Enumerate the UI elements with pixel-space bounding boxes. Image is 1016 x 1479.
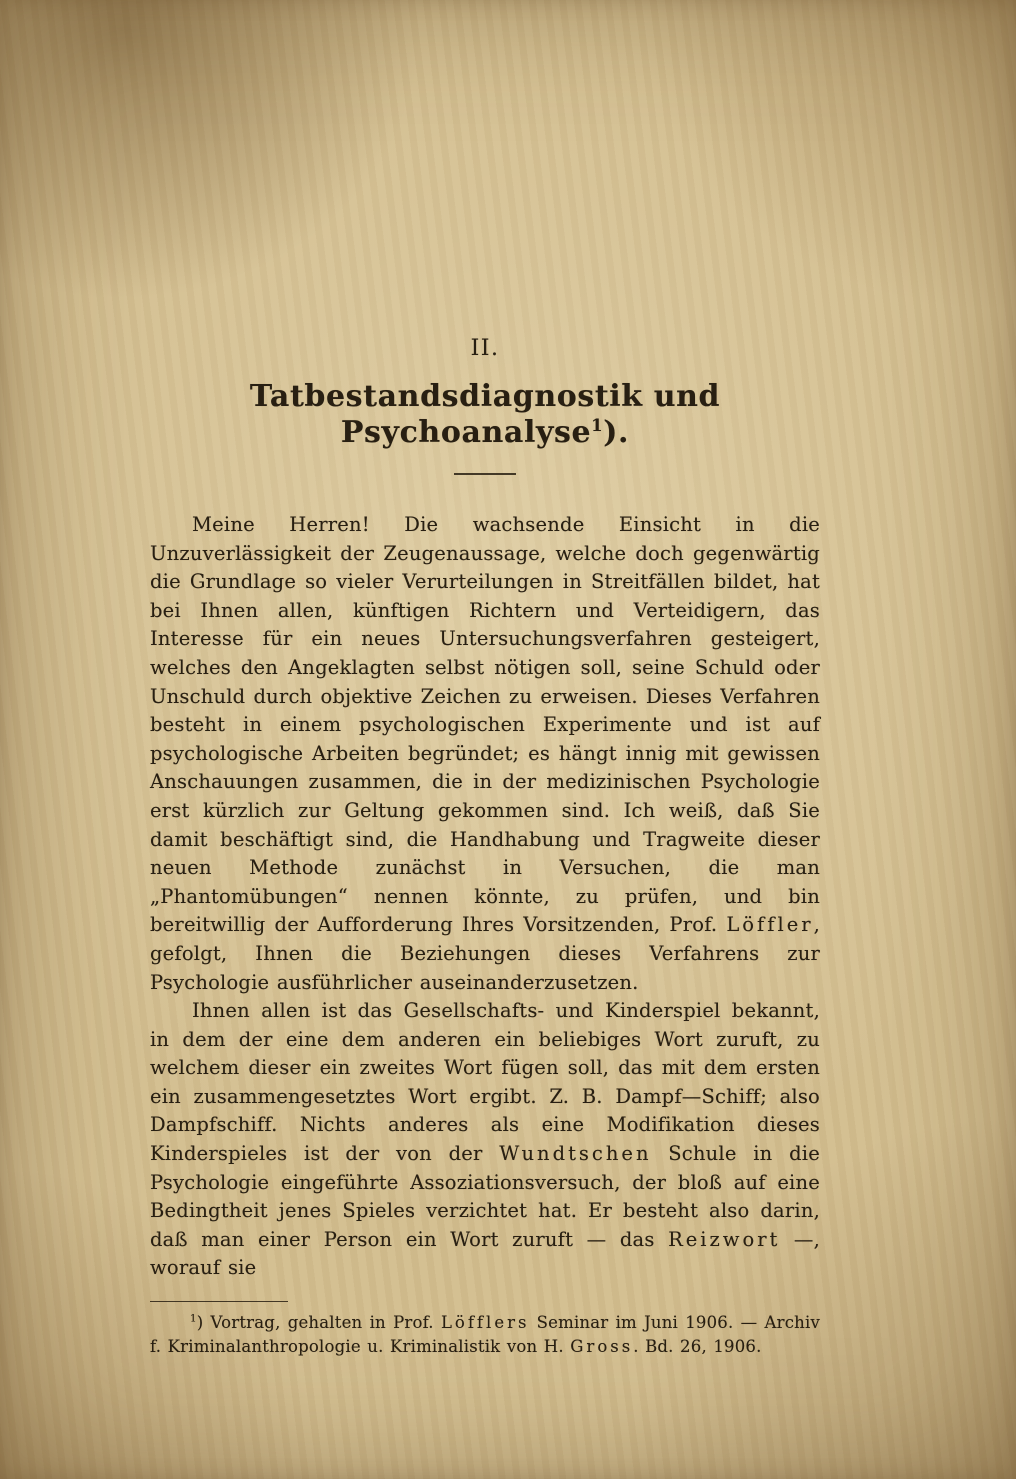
spaced-text-run: Löfflers — [440, 1313, 530, 1333]
paragraph — [150, 997, 820, 1283]
page-title-text: Tatbestandsdiagnostik und Psychoanalyse — [249, 379, 721, 450]
title-footnote-marker: 1 — [591, 416, 604, 435]
footnote-divider — [150, 1301, 288, 1302]
footnote-marker: 1 — [190, 1313, 197, 1325]
text-run: ) Vortrag, gehalten in Prof. — [196, 1313, 441, 1333]
spaced-text-run: Gross — [570, 1337, 634, 1357]
page-title-suffix: ). — [603, 415, 630, 450]
spaced-text-run: Wundtschen — [499, 1142, 652, 1166]
text-run: —, worauf sie — [150, 1227, 820, 1280]
text-run: Meine Herren! Die wachsende Einsicht in die Unzuverlässigkeit der Zeugenaussage, welche doch gegenwärtig die Grundlage so vieler Verurteilungen in Streitfällen bildet, hat bei Ihnen allen, künftigen Richtern und Verteidigern, das Interesse für ein neues Untersuchungsverfahren gesteigert, welches den Angeklagten selbst nötigen soll, seine Schuld oder Unschuld durch objektive Zeichen zu erweisen. Dieses Verfahren besteht in einem psychologischen Experimente und ist auf psychologische Arbeiten begründet; es hängt innig mit gewissen Anschauungen zusammen, die in der medizinischen Psychologie erst kürzlich zur Geltung gekommen sind. Ich weiß, daß Sie damit beschäftigt sind, die Handhabung und Tragweite dieser neuen Methode zunächst in Versuchen, die man „Phantomübungen“ nennen könnte, zu prüfen, und bin bereitwillig der Aufforderung Ihres Vorsitzenden, Prof. — [150, 513, 820, 937]
text-run: , gefolgt, Ihnen die Beziehungen dieses Verfahrens zur Psychologie ausführlicher auseinanderzusetzen. — [150, 913, 820, 994]
title-divider — [454, 473, 516, 475]
text-run: Ihnen allen ist das Gesellschafts- und Kinderspiel bekannt, in dem der eine dem anderen ein beliebiges Wort zuruft, zu welchem dieser ein zweites Wort fügen soll, das mit dem ersten ein zusammengesetztes Wort ergibt. Z. B. Dampf—Schiff; also Dampfschiff. Nichts anderes als eine Modifikation dieses Kinderspieles ist der von der — [150, 999, 820, 1166]
text-block — [150, 336, 820, 1359]
paragraph — [150, 511, 820, 997]
chapter-number: II. — [470, 336, 500, 361]
body-paragraphs — [150, 511, 820, 1283]
page-title — [150, 379, 820, 451]
spaced-text-run: Reizwort — [668, 1227, 781, 1251]
footnote-text — [150, 1311, 820, 1359]
text-run: Schule in die Psychologie eingeführte Assoziationsversuch, der bloß auf eine Bedingtheit jenes Spieles verzichtet hat. Er besteht also darin, daß man einer Person ein Wort zuruft — das — [150, 1142, 820, 1251]
text-run: Seminar im Juni 1906. — Archiv f. Kriminalanthropologie u. Kriminalistik von H. — [150, 1313, 820, 1357]
spaced-text-run: Löffler — [726, 913, 814, 937]
text-run: . Bd. 26, 1906. — [633, 1337, 762, 1357]
